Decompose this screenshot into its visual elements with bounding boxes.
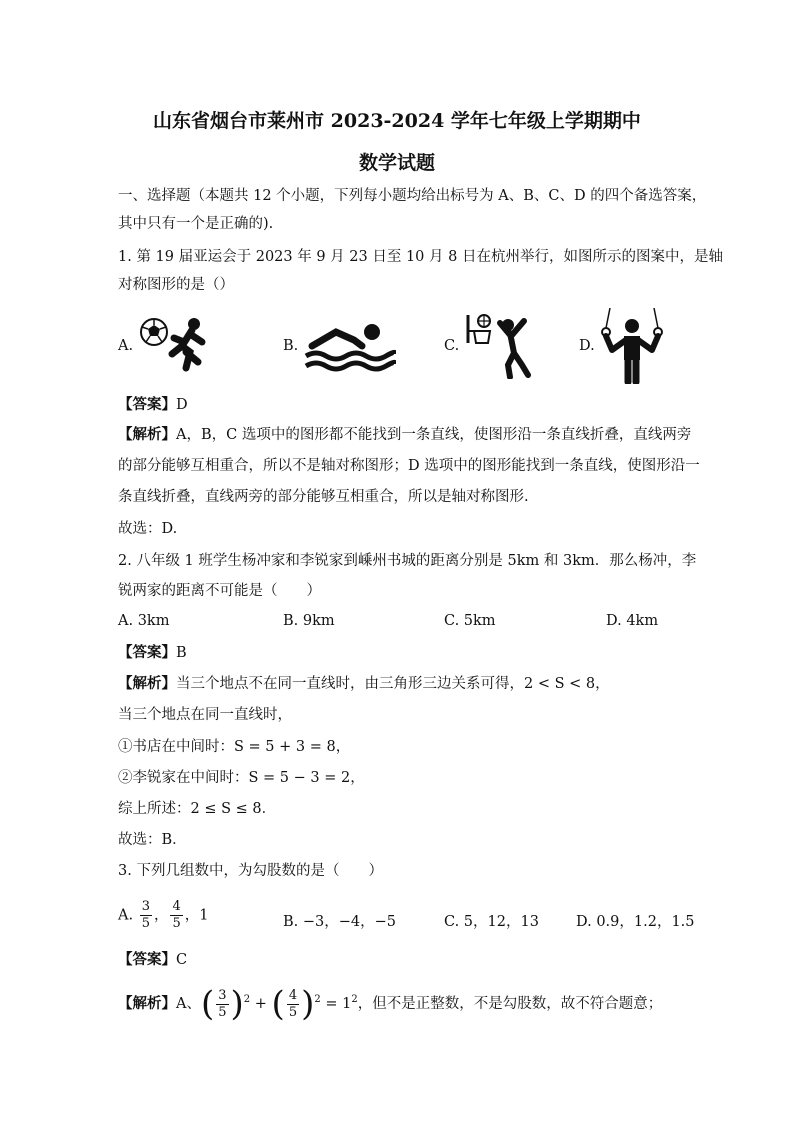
q3-option-b: B. −3，−4，−5 (283, 914, 396, 930)
q2-analysis-line5: 综上所述：2 ≤ S ≤ 8． (118, 801, 277, 817)
analysis-label: 【解析】 (118, 675, 176, 692)
numerator: 4 (288, 987, 298, 1003)
numerator: 3 (218, 987, 227, 1003)
denominator: 5 (218, 1004, 227, 1020)
exponent: 2 (314, 994, 321, 1005)
q1-answer (118, 395, 188, 415)
q2-conclusion: 故选：B． (118, 832, 187, 848)
fraction (170, 899, 182, 932)
q2-option-a: A. 3km (118, 613, 170, 629)
rings-gymnast-icon (600, 308, 664, 384)
analysis-label: 【解析】 (118, 426, 176, 443)
answer-value: C (176, 952, 188, 968)
analysis-label: 【解析】 (118, 995, 176, 1012)
q2-stem-line2: 锐两家的距离不可能是（ ） (118, 583, 321, 599)
equation-rhs: = 1 (325, 996, 352, 1012)
q1-option-d-label: D. (579, 338, 595, 354)
option-prefix: A. (118, 907, 134, 924)
q3-option-d: D. 0.9，1.2，1.5 (576, 914, 695, 930)
q3-option-c: C. 5，12，13 (444, 914, 539, 930)
q2-stem-line1: 2. 八年级 1 班学生杨冲家和李锐家到嵊州书城的距离分别是 5km 和 3km．那么杨冲，李 (118, 553, 697, 569)
basketball-player-icon (464, 313, 538, 379)
analysis-tail: ，但不是正整数，不是勾股数，故不符合题意； (357, 996, 663, 1012)
swimmer-icon (302, 318, 396, 376)
analysis-prefix: A、 (176, 996, 201, 1012)
q1-stem-line1: 1. 第 19 届亚运会于 2023 年 9 月 23 日至 10 月 8 日在杭州举行，如图所示的图案中，是轴 (118, 249, 723, 265)
section-heading-line2: 其中只有一个是正确的). (118, 216, 274, 232)
fraction (287, 988, 299, 1021)
document-subtitle: 数学试题 (358, 152, 435, 174)
q1-option-b-label: B. (283, 338, 299, 354)
q2-option-d: D. 4km (606, 613, 659, 629)
q3-analysis: 【解析】A、( $\frac{3}{5}$ )$^2$ + ( $\frac{4}{5}$ )$^2 = 1^2$，但不是正整数，不是勾股数，故不符合题意； (118, 984, 663, 1024)
fraction (140, 899, 152, 932)
q1-analysis-line3: 条直线折叠，直线两旁的部分能够互相重合，所以是轴对称图形. (118, 489, 529, 505)
q2-option-b: B. 9km (283, 613, 335, 629)
document-title: 山东省烟台市莱州市 2023-2024 学年七年级上学期期中 (153, 110, 641, 132)
q1-conclusion: 故选：D. (118, 521, 178, 537)
soccer-player-icon (138, 316, 210, 378)
q1-stem-line2: 对称图形的是（） (118, 277, 234, 293)
answer-label: 【答案】 (118, 644, 176, 661)
option-tail: ，1 (184, 907, 209, 924)
q2-analysis-line1 (118, 674, 610, 694)
q3-answer (118, 950, 187, 970)
numerator: 4 (172, 899, 181, 914)
fraction (216, 988, 228, 1021)
analysis-text: 当三个地点不在同一直线时，由三角形三边关系可得，2 < S < 8， (176, 676, 610, 692)
section-heading-line1: 一、选择题（本题共 12 个小题，下列每小题均给出标号为 A、B、C、D 的四个备选答案， (118, 188, 707, 204)
exponent: 2 (351, 994, 358, 1005)
denominator: 5 (141, 916, 150, 931)
answer-label: 【答案】 (118, 951, 176, 968)
q2-analysis-line3: ①书店在中间时：S = 5 + 3 = 8， (118, 739, 351, 755)
q2-analysis-line2: 当三个地点在同一直线时， (118, 707, 292, 723)
q2-answer (118, 643, 187, 663)
analysis-text: A，B，C 选项中的图形都不能找到一条直线，使图形沿一条直线折叠，直线两旁 (176, 427, 692, 443)
denominator: 5 (172, 916, 181, 931)
denominator: 5 (288, 1004, 298, 1020)
q3-option-a: A. $\frac{3}{5}$ ， $\frac{4}{5}$ ，1 (118, 899, 209, 931)
q1-analysis-line1 (118, 425, 691, 445)
answer-value: B (176, 645, 187, 661)
q1-analysis-line2: 的部分能够互相重合，所以不是轴对称图形；D 选项中的图形能找到一条直线，使图形沿一 (118, 458, 700, 474)
q1-option-c-label: C. (444, 338, 460, 354)
q2-option-c: C. 5km (444, 613, 496, 629)
numerator: 3 (141, 899, 150, 914)
exponent: 2 (243, 994, 251, 1005)
q1-option-a-label: A. (118, 338, 134, 354)
answer-value: D (176, 397, 188, 413)
q3-stem: 3. 下列几组数中，为勾股数的是（ ） (118, 863, 383, 879)
q2-analysis-line4: ②李锐家在中间时：S = 5 − 3 = 2， (118, 770, 365, 786)
answer-label: 【答案】 (118, 396, 176, 413)
